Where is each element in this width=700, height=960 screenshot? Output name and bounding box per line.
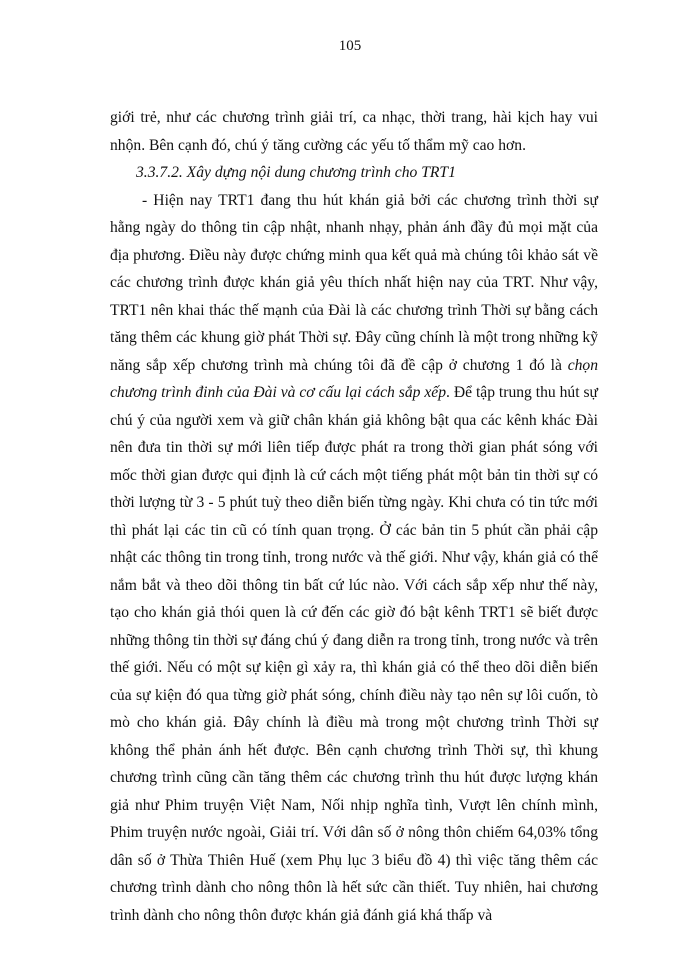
section-heading: 3.3.7.2. Xây dựng nội dung chương trình cho TRT1 [136,164,456,181]
emphasized-phrase: chọn chương trình đinh của Đài và cơ cấu lại cách sắp xếp [110,356,598,401]
paragraph-text-end: . Để tập trung thu hút sự chú ý của người xem và giữ chân khán giả không bật qua các kênh khác Đài nên đưa tin thời sự mới liên tiếp được phát ra trong thời gian phát sóng với mốc thời gian được qui định là cứ cách một tiếng phát một bản tin thời sự có thời lượng từ 3 - 5 phút tuỳ theo diễn biến từng ngày. Khi chưa có tin tức mới thì phát lại các tin cũ có tính quan trọng. Ở các bản tin 5 phút cần phải cập nhật các thông tin trong tỉnh, trong nước và thế giới. Như vậy, khán giả có thể nắm bắt và theo dõi thông tin bất cứ lúc nào. Với cách sắp xếp như thế này, tạo cho khán giả thói quen là cứ đến các giờ đó bật kênh TRT1 sẽ biết được những thông tin thời sự đáng chú ý đang diễn ra trong tỉnh, trong nước và trên thế giới. Nếu có một sự kiện gì xảy ra, thì khán giả có thể theo dõi diễn biến của sự kiện đó qua từng giờ phát sóng, chính điều này tạo nên sự lôi cuốn, tò mò cho khán giả. Đây chính là điều mà trong một chương trình Thời sự không thể phản ánh hết được. Bên cạnh chương trình Thời sự, thì khung chương trình cũng cần tăng thêm các chương trình thu hút được lượng khán giả như Phim truyện Việt Nam, Nối nhịp nghĩa tình, Vượt lên chính mình, Phim truyện nước ngoài, Giải trí. Với dân số ở nông thôn chiếm 64,03% tổng dân số ở Thừa Thiên Huế (xem Phụ lục 3 biểu đồ 4) thì việc tăng thêm các chương trình dành cho nông thôn là hết sức cần thiết. Tuy nhiên, hai chương trình dành cho nông thôn được khán giả đánh giá khá thấp và [110,384,598,924]
page-number: 105 [338,38,362,54]
body-paragraph [110,187,598,930]
page-body [110,104,598,929]
paragraph-text-start: - Hiện nay TRT1 đang thu hút khán giả bởi các chương trình thời sự hằng ngày do thông tin cập nhật, nhanh nhạy, phản ánh đầy đủ mọi mặt của địa phương. Điều này được chứng minh qua kết quả mà chúng tôi khảo sát về các chương trình được khán giả yêu thích nhất hiện nay của TRT. Như vậy, TRT1 nên khai thác thế mạnh của Đài là các chương trình Thời sự bằng cách tăng thêm các khung giờ phát Thời sự. Đây cũng chính là một trong những kỹ năng sắp xếp chương trình mà chúng tôi đã đề cập ở chương 1 đó là [110,191,598,374]
paragraph-continuation: giới trẻ, như các chương trình giải trí, ca nhạc, thời trang, hài kịch hay vui nhộn. Bên cạnh đó, chú ý tăng cường các yếu tố thẩm mỹ cao hơn. [110,109,598,154]
